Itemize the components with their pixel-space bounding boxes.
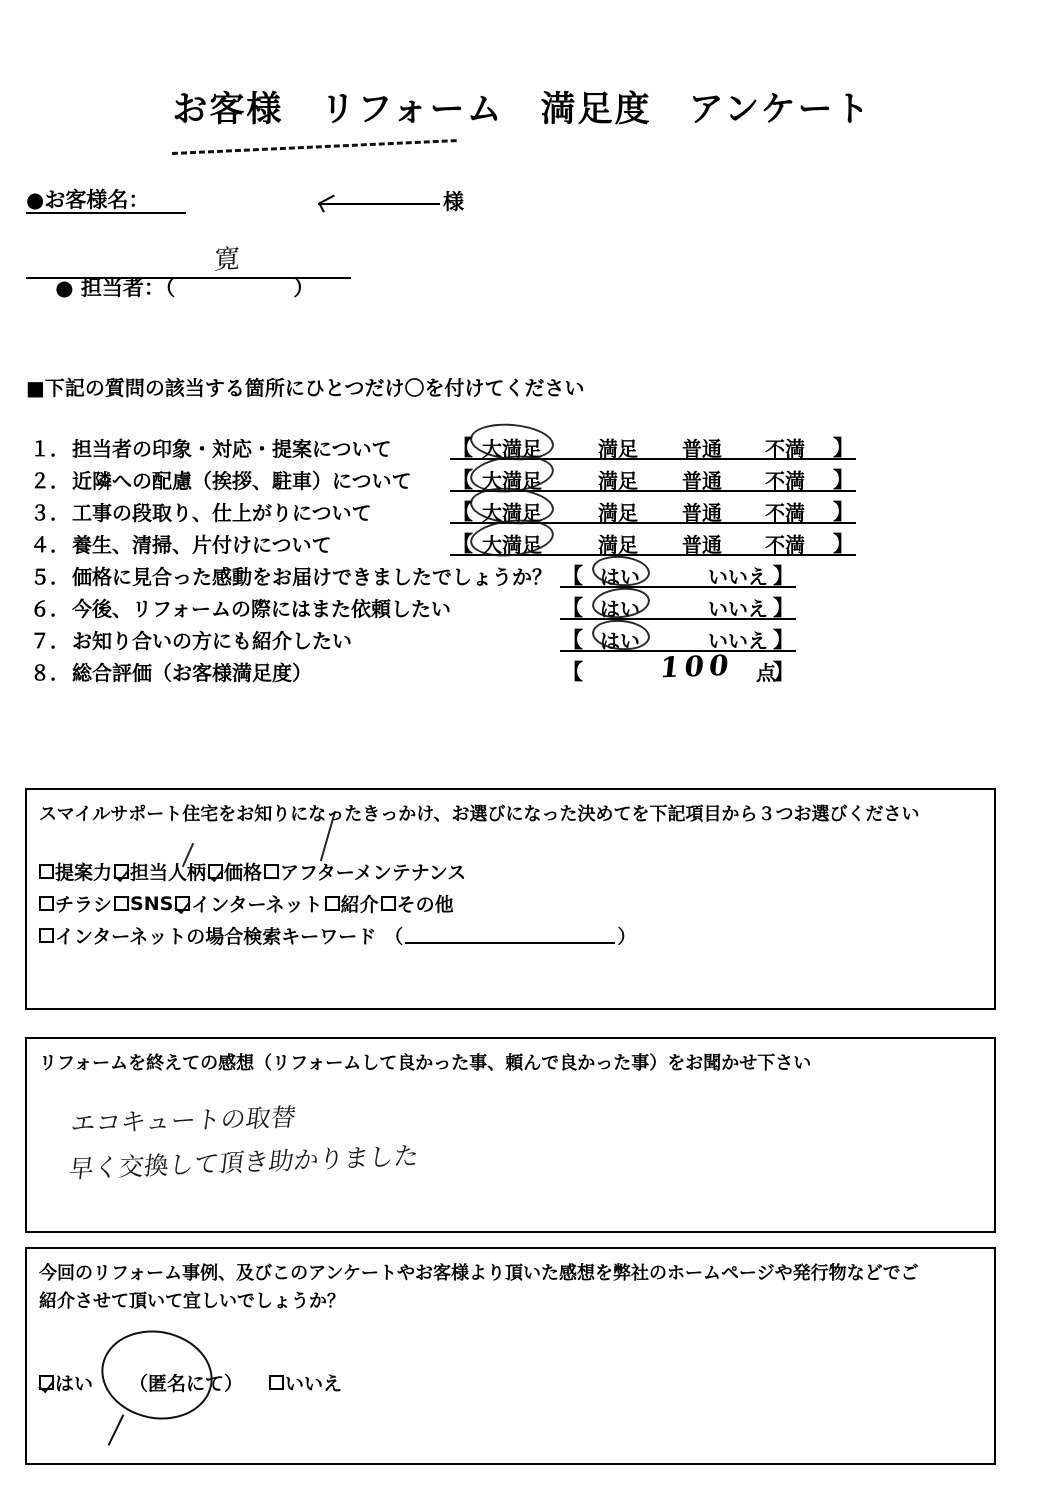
bracket-open: 【 [452,532,473,556]
channel-section-box [25,788,996,1010]
scan-edge-top [0,0,1044,5]
bracket-open: 【 [562,660,583,684]
scan-edge-left [0,0,6,1489]
checkbox-consent-no[interactable] [269,1375,284,1390]
answer-group [560,590,796,620]
answer-option[interactable]: 不満 [765,469,805,493]
channel-keyword-input[interactable] [405,928,615,944]
checkbox-label-channel-r1-2: 価格 [224,862,263,884]
staff-label-close: ） [293,276,315,300]
answer-option[interactable]: 満足 [598,501,638,525]
answer-option[interactable]: 満足 [598,533,638,557]
answer-option[interactable]: 不満 [765,533,805,557]
bracket-close: 】 [833,532,854,556]
bracket-close: 】 [773,660,794,684]
channel-keyword-row [39,922,636,949]
bracket-close: 】 [833,436,854,460]
consent-prompt-line-1: 今回のリフォーム事例、及びこのアンケートやお客様より頂いた感想を弊社のホームページや発行物などでご [39,1263,919,1284]
consent-prompt-line-2: 紹介させて頂いて宜しいでしょうか？ [39,1291,345,1312]
bracket-close: 】 [773,628,794,652]
page-title: お客様 リフォーム 満足度 アンケート [172,90,872,130]
answer-option[interactable]: いいえ [708,629,768,653]
staff-label [26,248,314,326]
checkbox-channel-r1-0[interactable] [39,864,54,879]
answer-option[interactable]: 大満足 [482,501,542,525]
question-row [0,462,1044,494]
checkbox-internet-keyword[interactable] [39,928,54,943]
feedback-section-prompt: リフォームを終えての感想（リフォームして良かった事、頼んで良かった事）をお聞かせ下さい [39,1053,812,1074]
checkbox-label-channel-r2-2: インターネット [191,894,323,916]
bracket-close: 】 [833,500,854,524]
question-text: 総合評価（お客様満足度） [72,661,312,685]
question-number: ５． [30,565,70,589]
question-number: ３． [30,501,70,525]
question-number: ７． [30,629,70,653]
answer-group [450,494,856,524]
score-unit: 点 [756,661,776,685]
consent-answer-row [39,1369,344,1396]
bracket-open: 【 [562,596,583,620]
bracket-open: 【 [452,436,473,460]
staff-name-handwriting: 寛 [213,244,241,276]
consent-yes-label: はい [55,1373,94,1395]
answer-group [560,648,796,685]
question-text: 近隣への配慮（挨拶、駐車）について [72,469,412,493]
question-number: １． [30,437,70,461]
feedback-section-box [25,1037,996,1233]
checkbox-label-channel-r1-0: 提案力 [55,862,113,884]
feedback-handwriting-line-2: 早く交換して頂き助かりました [67,1141,421,1184]
question-text: 価格に見合った感動をお届けできましたでしょうか？ [72,565,552,589]
feedback-handwriting-line-1: エコキュートの取替 [68,1102,298,1139]
answer-option[interactable]: いいえ [708,565,768,589]
answer-option[interactable]: 普通 [682,437,722,461]
channel-keyword-label: インターネットの場合検索キーワード [55,926,377,948]
consent-no-label: いいえ [285,1373,343,1395]
checkbox-label-channel-r1-3: アフターメンテナンス [280,862,467,884]
overall-score-handwriting: 100 [658,648,736,685]
checkbox-channel-r2-3[interactable] [325,896,340,911]
consent-anonymous-label: （匿名にて） [129,1373,244,1395]
question-number: ４． [30,533,70,557]
question-text: 担当者の印象・対応・提案について [72,437,392,461]
customer-name-suffix: 様 [443,190,464,214]
bracket-open: 【 [562,628,583,652]
channel-options-row-1 [39,858,468,885]
answer-option[interactable]: 大満足 [482,437,542,461]
checkbox-label-channel-r2-4: その他 [396,894,454,916]
channel-keyword-paren-close: ） [617,926,637,948]
checkbox-channel-r1-1[interactable] [114,864,129,879]
question-row [0,526,1044,558]
answer-option[interactable]: はい [600,597,640,621]
answer-group [450,462,856,492]
question-text: お知り合いの方にも紹介したい [72,629,352,653]
answer-group [560,558,796,588]
question-row [0,622,1044,654]
question-row [0,648,1044,686]
question-text: 今後、リフォームの際にはまた依頼したい [72,597,451,621]
question-number: ８． [30,661,70,685]
staff-label-text: ● 担当者：（ [55,276,176,300]
question-number: ２． [30,469,70,493]
question-number: ６． [30,597,70,621]
checkbox-label-channel-r2-1: SNS [130,892,174,915]
answer-option[interactable]: 普通 [682,469,722,493]
customer-name-label: ●お客様名： [26,188,150,212]
checkbox-label-channel-r2-3: 紹介 [340,894,379,916]
checkbox-channel-r1-3[interactable] [264,864,279,879]
checkbox-label-channel-r1-1: 担当人柄 [130,862,207,884]
consent-anonymous-circle-tail [108,1414,125,1445]
question-row [0,590,1044,622]
checkbox-channel-r2-0[interactable] [39,896,54,911]
bracket-close: 】 [773,564,794,588]
customer-name-label-rule [26,212,186,214]
checkbox-channel-r2-2[interactable] [175,896,190,911]
question-text: 養生、清掃、片付けについて [72,533,332,557]
answer-option[interactable]: 大満足 [482,469,542,493]
bracket-open: 【 [562,564,583,588]
answer-option[interactable]: 普通 [682,533,722,557]
answer-group [450,430,856,460]
answer-option[interactable]: 不満 [765,501,805,525]
consent-anonymous-circle-mark [94,1321,221,1429]
answer-option[interactable]: 不満 [765,437,805,461]
answer-option[interactable]: 満足 [598,437,638,461]
answer-option[interactable]: 満足 [598,469,638,493]
customer-name-hand-tick [318,195,339,213]
question-row [0,494,1044,526]
bracket-close: 】 [833,468,854,492]
checkbox-channel-r2-1[interactable] [114,896,129,911]
question-text: 工事の段取り、仕上がりについて [72,501,372,525]
checkbox-channel-r1-2[interactable] [208,864,223,879]
channel-keyword-paren-open: （ [384,926,404,948]
answer-option[interactable]: はい [600,629,640,653]
checkbox-label-channel-r2-0: チラシ [55,894,113,916]
bracket-close: 】 [773,596,794,620]
answer-option[interactable]: 普通 [682,501,722,525]
question-list [0,430,1044,686]
instruction-text: ■下記の質問の該当する箇所にひとつだけ〇を付けてください [26,376,585,400]
channel-section-prompt: スマイルサポート住宅をお知りになったきっかけ、お選びになった決めてを下記項目から３つお選びください [39,804,920,825]
staff-field-rule [26,277,351,279]
answer-group [450,526,856,556]
bracket-open: 【 [452,500,473,524]
checkbox-channel-r2-4[interactable] [381,896,396,911]
channel-options-row-2 [39,890,456,917]
consent-anonymous-option[interactable] [129,1369,243,1396]
answer-option[interactable]: 大満足 [482,533,542,557]
checkbox-consent-yes[interactable] [39,1375,54,1390]
answer-group [560,622,796,652]
answer-option[interactable]: いいえ [708,597,768,621]
bracket-open: 【 [452,468,473,492]
consent-section-box [25,1247,996,1465]
answer-option[interactable]: はい [600,565,640,589]
question-row [0,430,1044,462]
question-row [0,558,1044,590]
title-underline-hand-stroke [172,139,457,155]
